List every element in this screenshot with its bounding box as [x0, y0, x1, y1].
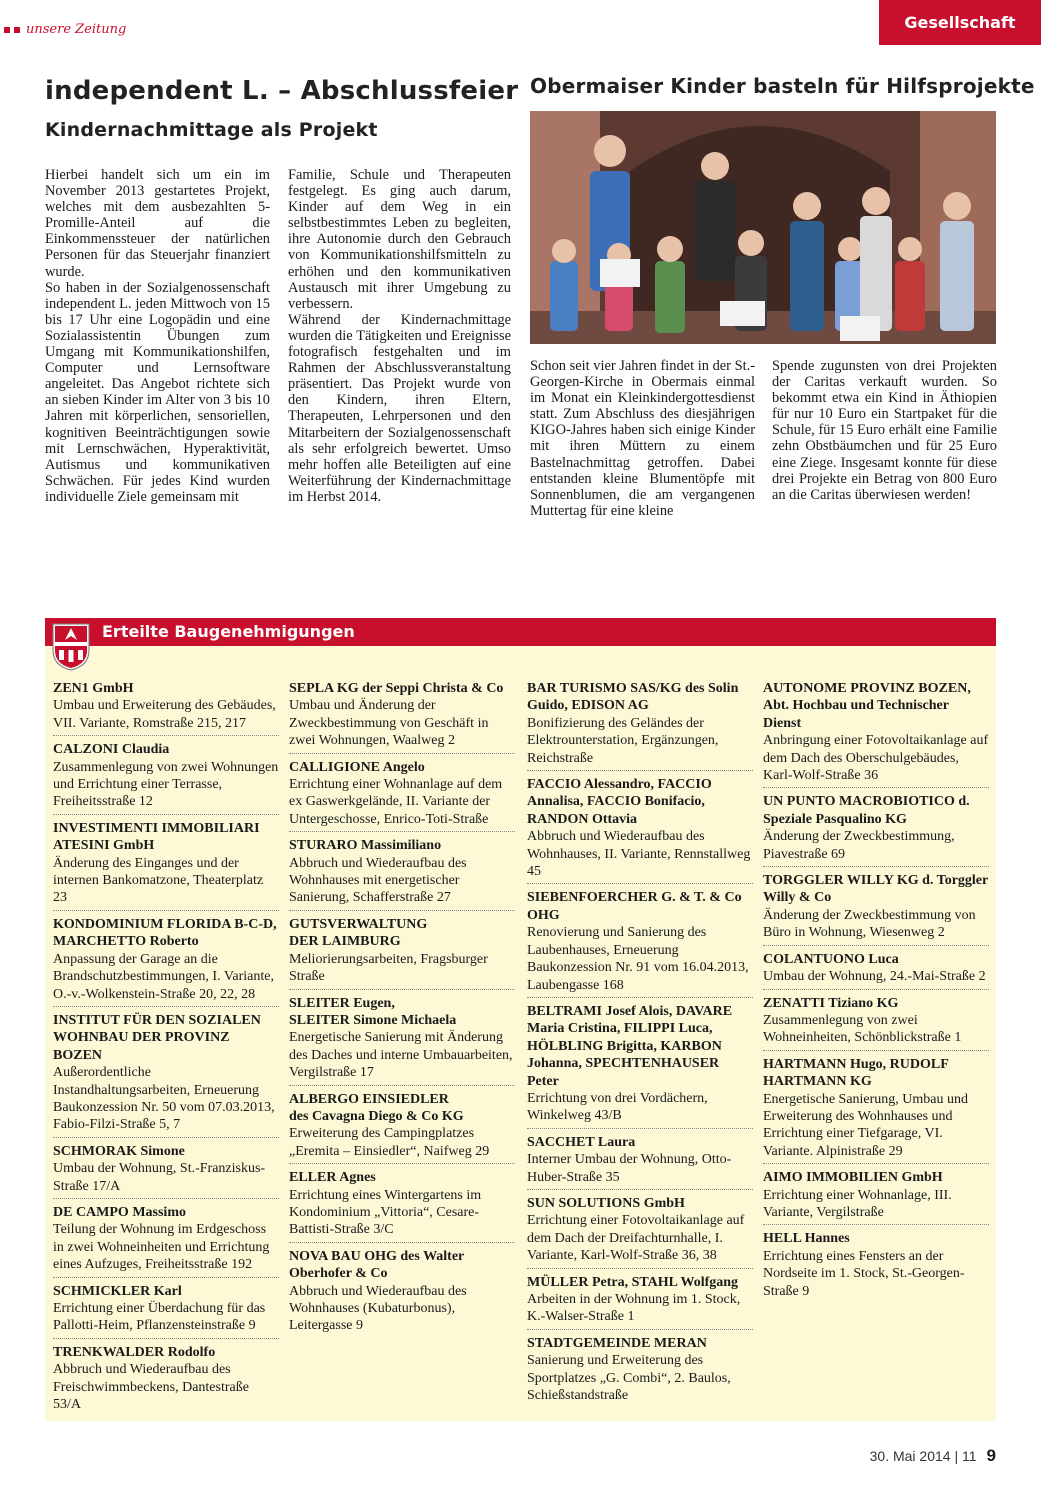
- permit-holder: TORGGLER WILLY KG d. Torggler Willy & Co: [763, 873, 988, 906]
- permit-holder: ZEN1 GmbH: [53, 681, 134, 696]
- article1-title: independent L. – Abschlussfeier: [45, 76, 519, 106]
- permit-entry: [527, 889, 753, 997]
- permit-entry: [289, 1248, 515, 1338]
- permit-holder: HELL Hannes: [763, 1231, 850, 1247]
- paragraph: Familie, Schule und Therapeuten festgelegt. Es ging auch darum, Kinder auf dem Weg in ein selbstbestimmtes Leben zu begleiten, ihre Autonomie durch den Gebrauch von Kommunikationshilfsmitteln zu erhöhen und den kommunikativen Austausch mit ihrer Umgebung zu verbessern.: [288, 167, 511, 312]
- permit-entry: [527, 680, 753, 771]
- permit-description: Arbeiten in der Wohnung im 1. Stock, K.-Walser-Straße 1: [527, 1292, 741, 1325]
- permit-entry: [763, 793, 989, 867]
- permits-column-2: [289, 680, 515, 1343]
- permit-description: Errichtung einer Wohnanlage, III. Variante, Vergilstraße: [763, 1187, 952, 1220]
- permit-description: Abbruch und Wiederaufbau des Wohnhauses (Kubaturbonus), Leitergasse 9: [289, 1283, 467, 1334]
- permit-entry: [53, 1283, 279, 1339]
- permit-description: Umbau und Änderung der Zweckbestimmung von Geschäft in zwei Wohnungen, Waalweg 2: [289, 698, 489, 749]
- permit-entry: [289, 837, 515, 911]
- permit-holder: STADTGEMEINDE MERAN: [527, 1335, 707, 1351]
- permit-holder: CALZONI Claudia: [53, 742, 170, 758]
- page-footer: [870, 1446, 996, 1466]
- permit-entry: [763, 872, 989, 946]
- permits-box: [45, 618, 996, 1421]
- permit-description: Anpassung der Garage an die Brandschutzbestimmungen, I. Variante, O.-v.-Wolkenstein-Straße 20, 22, 28: [53, 951, 274, 1002]
- permit-description: Umbau der Wohnung, 24.-Mai-Straße 2: [763, 969, 986, 985]
- permit-holder: GUTSVERWALTUNG DER LAIMBURG: [289, 916, 428, 950]
- permit-holder: SCHMORAK Simone: [53, 1143, 185, 1159]
- brand-dots: [4, 27, 20, 33]
- permit-entry: [763, 1230, 989, 1303]
- paragraph: Hierbei handelt sich um ein im November 2013 gestartetes Projekt, welches mit dem ausbezahlten 5-Promille-Anteil auf die Einkommenssteuer der natürlichen Personen für das Steuerjahr finanziert wurde.: [45, 167, 270, 280]
- permit-holder: SEPLA KG der Seppi Christa & Co: [289, 681, 504, 696]
- permit-holder: SIEBENFOERCHER G. & T. & Co OHG: [527, 890, 742, 923]
- permit-description: Änderung des Einganges und der internen Bankomatzone, Theaterplatz 23: [53, 855, 264, 906]
- permit-holder: SCHMICKLER Karl: [53, 1283, 182, 1299]
- permit-description: Energetische Sanierung, Umbau und Erweiterung des Wohnhauses und Errichtung einer Tiefgarage, VI. Variante. Alpinistraße 29: [763, 1091, 969, 1159]
- permit-description: Abbruch und Wiederaufbau des Freischwimmbeckens, Dantestraße 53/A: [53, 1362, 249, 1413]
- permit-holder: BAR TURISMO SAS/KG des Solin Guido, EDISON AG: [527, 681, 739, 714]
- permit-entry: [763, 951, 989, 990]
- permit-entry: [763, 680, 989, 788]
- permit-holder: COLANTUONO Luca: [763, 951, 899, 967]
- masthead-logo: [4, 22, 126, 37]
- brand-name: unsere Zeitung: [26, 22, 127, 37]
- permit-holder: NOVA BAU OHG des Walter Oberhofer & Co: [289, 1248, 465, 1282]
- permit-entry: [53, 1204, 279, 1278]
- permit-entry: [289, 1091, 515, 1165]
- permit-holder: ALBERGO EINSIEDLER des Cavagna Diego & Co KG: [289, 1091, 464, 1124]
- article2-title: Obermaiser Kinder basteln für Hilfsprojekte: [530, 74, 1035, 98]
- permit-description: Energetische Sanierung mit Änderung des Daches und interne Umbauarbeiten, Vergilstraße 17: [289, 1030, 513, 1081]
- permit-entry: [763, 1056, 989, 1164]
- permit-holder: AUTONOME PROVINZ BOZEN, Abt. Hochbau und Technischer Dienst: [763, 681, 971, 731]
- permit-entry: [289, 1169, 515, 1243]
- permit-holder: BELTRAMI Josef Alois, DAVARE Maria Cristina, FILIPPI Luca, HÖLBLING Brigitta, KARBON Johanna, SPECHTENHAUSER Peter: [527, 1003, 733, 1089]
- permit-entry: [527, 1134, 753, 1190]
- permits-column-4: [763, 680, 989, 1308]
- issue-date: 30. Mai 2014 | 11: [869, 1448, 977, 1464]
- permit-holder: CALLIGIONE Angelo: [289, 759, 425, 775]
- permit-description: Abbruch und Wiederaufbau des Wohnhauses mit energetischer Sanierung, Schafferstraße 27: [289, 855, 467, 906]
- permit-entry: [763, 995, 989, 1051]
- permit-description: Umbau und Erweiterung des Gebäudes, VII. Variante, Romstraße 215, 217: [53, 698, 276, 731]
- permits-column-3: [527, 680, 753, 1412]
- article1-subtitle: Kindernachmittage als Projekt: [45, 119, 378, 141]
- article1-column-1: [45, 167, 270, 505]
- paragraph: Spende zugunsten von drei Projekten der Caritas verkauft wurden. So bekommt etwa ein Kind in Äthiopien für nur 10 Euro ein Startpaket für die Schule, für 15 Euro erhält eine Familie zehn Obstbäumchen und für 25 Euro eine Ziege. Insgesamt konnte für diese drei Projekte ein Betrag von 800 Euro an die Caritas überwiesen werden!: [772, 358, 997, 503]
- permit-description: Errichtung eines Wintergartens im Kondominium „Vittoria“, Cesare-Battisti-Straße 3/C: [289, 1187, 482, 1238]
- permit-holder: SACCHET Laura: [527, 1134, 636, 1150]
- permit-holder: STURARO Massimiliano: [289, 838, 442, 854]
- article1-column-2: [288, 167, 511, 505]
- permit-entry: [289, 995, 515, 1086]
- paragraph: Während der Kindernachmittage wurden die Tätigkeiten und Ereignisse fotografisch festgehalten und im Rahmen der Abschlussveranstaltung präsentiert. Das Projekt wurde von den Kindern, ihren Eltern, Therapeuten, Lehrpersonen und den Mitarbeitern der Sozialgenossenschaft als sehr erfolgreich bewertet. Umso mehr hoffen alle Beteiligten auf eine Weiterführung der Kindernachmittage im Herbst 2014.: [288, 311, 511, 505]
- section-tab: Gesellschaft: [879, 0, 1041, 45]
- permit-description: Errichtung einer Wohnanlage auf dem ex Gaswerkgelände, II. Variante der Untergeschosse, Enrico-Toti-Straße: [289, 777, 503, 827]
- permit-entry: [763, 1169, 989, 1225]
- permit-entry: [289, 759, 515, 833]
- article2-column-1: [530, 358, 755, 519]
- permit-entry: [53, 1143, 279, 1199]
- permit-holder: DE CAMPO Massimo: [53, 1204, 186, 1220]
- permit-entry: [527, 1335, 753, 1408]
- permit-description: Sanierung und Erweiterung des Sportplatzes „G. Combi“, 2. Baulos, Schießstandstraße: [527, 1353, 731, 1404]
- permit-description: Abbruch und Wiederaufbau des Wohnhauses, II. Variante, Rennstallweg 45: [527, 829, 751, 880]
- permit-description: Meliorierungsarbeiten, Fragsburger Straße: [289, 951, 488, 985]
- permit-description: Erweiterung des Campingplatzes „Eremita – Einsiedler“, Naifweg 29: [289, 1126, 490, 1159]
- permit-entry: [53, 680, 279, 736]
- permit-entry: [53, 1012, 279, 1138]
- permit-holder: HARTMANN Hugo, RUDOLF HARTMANN KG: [763, 1056, 949, 1090]
- permit-holder: MÜLLER Petra, STAHL Wolfgang: [527, 1274, 739, 1290]
- permit-description: Teilung der Wohnung im Erdgeschoss in zwei Wohneinheiten und Errichtung eines Aufzuges, Freiheitsstraße 192: [53, 1222, 270, 1273]
- coat-of-arms-icon: [50, 620, 92, 672]
- permit-description: Anbringung einer Fotovoltaikanlage auf dem Dach des Oberschulgebäudes, Karl-Wolf-Straße 36: [763, 733, 989, 784]
- permit-holder: KONDOMINIUM FLORIDA B-C-D, MARCHETTO Roberto: [53, 916, 277, 950]
- paragraph: Schon seit vier Jahren findet in der St.-Georgen-Kirche in Obermais einmal im Monat ein Kleinkindergottesdienst statt. Zum Abschluss des diesjährigen KIGO-Jahres haben sich einige Kinder mit ihren Müttern zu einem Bastelnachmittag getroffen. Dabei entstanden kleine Blumentöpfe mit Sonnenblumen, die am vergangenen Muttertag für eine kleine: [530, 358, 755, 519]
- permit-holder: INVESTIMENTI IMMOBILIARI ATESINI GmbH: [53, 820, 260, 854]
- permit-entry: [527, 1003, 753, 1129]
- permit-holder: AIMO IMMOBILIEN GmbH: [763, 1170, 943, 1186]
- permit-description: Zusammenlegung von zwei Wohneinheiten, Schönblickstraße 1: [763, 1012, 962, 1046]
- permit-entry: [289, 916, 515, 990]
- permit-description: Renovierung und Sanierung des Laubenhauses, Erneuerung Baukonzession Nr. 91 vom 16.04.2013, Laubengasse 168: [527, 925, 749, 993]
- article2-column-2: [772, 358, 997, 503]
- permit-holder: INSTITUT FÜR DEN SOZIALEN WOHNBAU DER PROVINZ BOZEN: [53, 1012, 261, 1063]
- permit-holder: SLEITER Eugen, SLEITER Simone Michaela: [289, 995, 457, 1028]
- permit-description: Errichtung einer Überdachung für das Pallotti-Heim, Pflanzensteinstraße 9: [53, 1301, 266, 1334]
- permit-entry: [53, 741, 279, 815]
- permits-title: Erteilte Baugenehmigungen: [102, 622, 355, 641]
- permit-entry: [53, 916, 279, 1007]
- permit-description: Zusammenlegung von zwei Wohnungen und Errichtung einer Terrasse, Freiheitsstraße 12: [53, 759, 279, 810]
- permit-entry: [527, 1274, 753, 1330]
- permit-description: Errichtung von drei Vordächern, Winkelweg 43/B: [527, 1090, 708, 1124]
- permit-description: Bonifizierung des Geländes der Elektrounterstation, Ergänzungen, Reichstraße: [527, 715, 719, 766]
- permit-holder: ZENATTI Tiziano KG: [763, 995, 899, 1011]
- paragraph: So haben in der Sozialgenossenschaft independent L. jeden Mittwoch von 15 bis 17 Uhr eine Logopädin und eine Sozialassistentin Übungen zum Umgang mit Kommunikationshilfen, Computer und Lernsoftware angeleitet. Das Angebot richtete sich an sieben Kinder im Alter von 3 bis 10 Jahren mit körperlichen, sensoriellen, kognitiven Beeinträchtigungen sowie mit Lernschwächen, Hyperaktivität, Autismus und kommunikativen Schwächen. Für jedes Kind wurden individuelle Ziele gemeinsam mit: [45, 279, 270, 505]
- permit-entry: [53, 820, 279, 911]
- permit-description: Änderung der Zweckbestimmung, Piavestraße 69: [763, 829, 955, 862]
- permit-description: Interner Umbau der Wohnung, Otto-Huber-Straße 35: [527, 1152, 732, 1185]
- group-photo: [530, 111, 996, 344]
- permit-entry: [527, 776, 753, 884]
- permit-holder: UN PUNTO MACROBIOTICO d. Speziale Pasqualino KG: [763, 794, 970, 827]
- permit-description: Errichtung eines Fensters an der Nordseite im 1. Stock, St.-Georgen-Straße 9: [763, 1248, 965, 1299]
- permit-holder: SUN SOLUTIONS GmbH: [527, 1195, 685, 1211]
- permit-entry: [289, 680, 515, 754]
- permit-entry: [53, 1344, 279, 1417]
- permits-column-1: [53, 680, 279, 1421]
- page-number: 9: [986, 1446, 996, 1465]
- permit-holder: ELLER Agnes: [289, 1170, 376, 1186]
- permit-holder: TRENKWALDER Rodolfo: [53, 1344, 216, 1360]
- permit-description: Änderung der Zweckbestimmung von Büro in Wohnung, Wiesenweg 2: [763, 907, 976, 941]
- permit-description: Umbau der Wohnung, St.-Franziskus-Straße 17/A: [53, 1161, 266, 1194]
- permit-description: Errichtung einer Fotovoltaikanlage auf dem Dach der Dreifachturnhalle, I. Variante, Karl-Wolf-Straße 36, 38: [527, 1213, 745, 1264]
- permit-description: Außerordentliche Instandhaltungsarbeiten, Erneuerung Baukonzession Nr. 50 vom 07.03.2013, Fabio-Filzi-Straße 5, 7: [53, 1065, 275, 1133]
- permit-holder: FACCIO Alessandro, FACCIO Annalisa, FACCIO Bonifacio, RANDON Ottavia: [527, 777, 712, 827]
- permit-entry: [527, 1195, 753, 1269]
